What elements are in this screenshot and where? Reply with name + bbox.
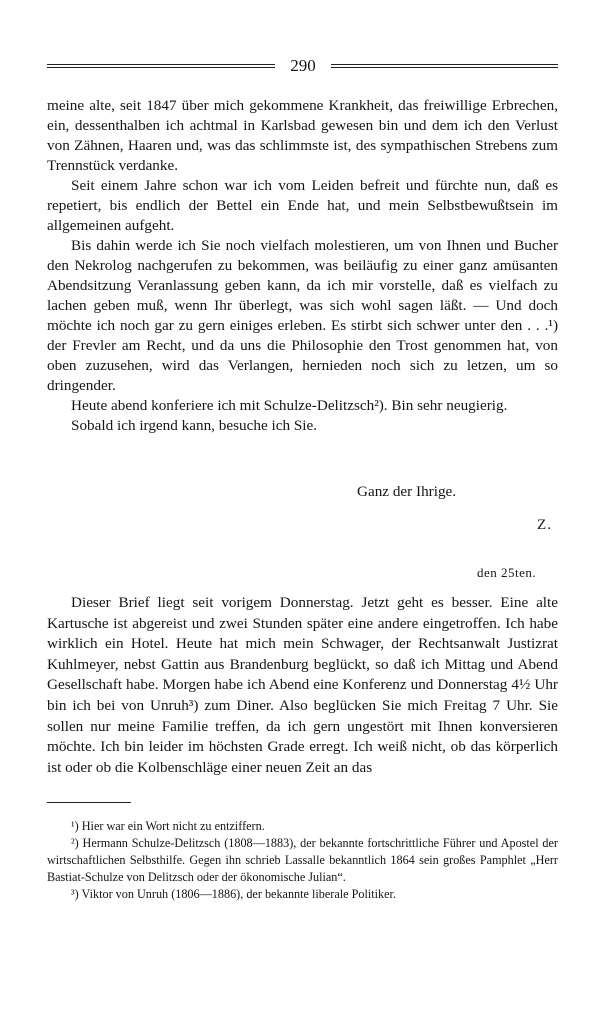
- closing-line: Ganz der Ihrige.: [357, 483, 457, 500]
- footnote: ³) Viktor von Unruh (1806—1886), der bekannte liberale Politiker.: [71, 887, 396, 901]
- footnote-rule: [47, 802, 131, 803]
- header-rule-left: [47, 64, 275, 68]
- page-number: 290: [290, 56, 316, 75]
- paragraph: Bis dahin werde ich Sie noch vielfach molestieren, um von Ihnen und Bucher den Nekrolog nachgerufen zu bekommen, was beiläufig zu einer ganz amüsanten Abendsitzung Veranlassung geben kann, da ich mir vorstelle, daß es vielfach zu lachen geben muß, wenn Ihr überlegt, was sich wohl sagen läßt. — Und doch möchte ich noch gar zu gern einiges erleben. Es stirbt sich schwer unter den . . .¹) der Frevler am Recht, und da uns die Philosophie den Trost genommen hat, von oben zuzusehen, wird das Verlangen, hernieden noch sich zu letzen, um so dringender.: [47, 237, 558, 394]
- letter-body: [47, 96, 558, 436]
- date-line: den 25ten.: [477, 565, 537, 580]
- footnote: ²) Hermann Schulze-Delitzsch (1808—1883), der bekannte fortschrittliche Führer und Apostel der wirtschaftlichen Selbsthilfe. Gegen ihn schrieb Lassalle bekanntlich 1864 sein großes Pamphlet „Herr Bastiat-Schulze von Delitzsch oder der ökonomische Julian“.: [47, 836, 558, 884]
- header-rule-right: [331, 64, 558, 68]
- paragraph: meine alte, seit 1847 über mich gekommene Krankheit, das freiwillige Erbrechen, ein, dessenthalben ich achtmal in Karlsbad gewesen bin und dem ich den Verlust von Zähnen, Haaren und, was das schlimmste ist, des sympathischen Strebens zum Trennstück verdanke.: [47, 97, 558, 174]
- paragraph: Heute abend konferiere ich mit Schulze-Delitzsch²). Bin sehr neugierig.: [71, 397, 508, 414]
- paragraph: Sobald ich irgend kann, besuche ich Sie.: [71, 417, 318, 434]
- page-header: [47, 54, 558, 78]
- postscript: [47, 593, 558, 778]
- signature: Z.: [537, 516, 553, 533]
- postscript-paragraph: Dieser Brief liegt seit vorigem Donnerstag. Jetzt geht es besser. Eine alte Kartusche ist abgereist und zwei Stunden später eine andere eingetroffen. Ich habe wirklich ein Hotel. Heute hat mich mein Schwager, der Rechtsanwalt Justizrat Kuhlmeyer, nebst Gattin aus Brandenburg beglückt, so daß ich Mittag und Abend Gesellschaft habe. Morgen habe ich Abend eine Konferenz und Donnerstag 4½ Uhr bin ich bei von Unruh³) zum Diner. Also beglücken Sie mich Freitag 7 Uhr. Sie sollen nur meine Familie treffen, da ich gern ungestört mit Ihnen konversieren möchte. Ich bin leider im höchsten Grade erregt. Ich weiß nicht, ob das körperlich ist oder ob die Kolbenschläge einer neuen Zeit an das: [47, 594, 558, 776]
- footnote: ¹) Hier war ein Wort nicht zu entziffern.: [71, 819, 265, 833]
- footnotes: [47, 818, 558, 903]
- paragraph: Seit einem Jahre schon war ich vom Leiden befreit und fürchte nun, daß es repetiert, bis endlich der Bettel ein Ende hat, und mein Selbstbewußtsein im allgemeinen aufgeht.: [47, 177, 558, 234]
